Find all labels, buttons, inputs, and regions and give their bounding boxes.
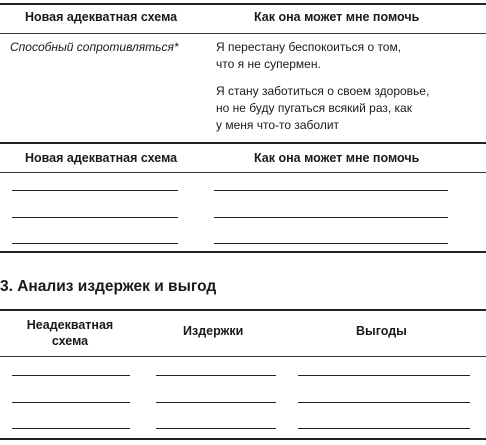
table2-bottom-rule — [0, 251, 486, 253]
table3-row2-col2-blank[interactable] — [156, 402, 276, 403]
table2-row1-left-blank[interactable] — [12, 190, 178, 191]
table1-header-right: Как она может мне помочь — [254, 10, 420, 24]
table3-row3-col1-blank[interactable] — [12, 428, 130, 429]
table3-row1-col1-blank[interactable] — [12, 375, 130, 376]
section3-title: 3. Анализ издержек и выгод — [0, 278, 217, 295]
table1-header-left: Новая адекватная схема — [25, 10, 178, 24]
table2-header-rule — [0, 172, 486, 173]
table1-row2-right-line3: у меня что-то заболит — [216, 118, 340, 132]
table3-row2-col3-blank[interactable] — [298, 402, 470, 403]
table3-header-col2: Издержки — [183, 324, 244, 338]
table2-row2-right-blank[interactable] — [214, 217, 448, 218]
table3-header-col1-line1: Неадекватная — [26, 318, 114, 332]
table3-header-rule — [0, 356, 486, 357]
table1-bottom-rule — [0, 142, 486, 144]
table2-row2-left-blank[interactable] — [12, 217, 178, 218]
table3-row1-col2-blank[interactable] — [156, 375, 276, 376]
table3-row3-col3-blank[interactable] — [298, 428, 470, 429]
table1-row2-right-line1: Я стану заботиться о своем здоровье, — [216, 84, 430, 98]
table2-row3-right-blank[interactable] — [214, 243, 448, 244]
table3-header-col3: Выгоды — [356, 324, 407, 338]
table1-top-rule — [0, 3, 486, 5]
table2-header-left: Новая адекватная схема — [25, 151, 178, 165]
table3-row1-col3-blank[interactable] — [298, 375, 470, 376]
table1-header-rule — [0, 33, 486, 34]
table3-top-rule — [0, 309, 486, 311]
table3-row3-col2-blank[interactable] — [156, 428, 276, 429]
table2-row1-right-blank[interactable] — [214, 190, 448, 191]
table2-header-right: Как она может мне помочь — [254, 151, 420, 165]
table1-row1-right-line2: что я не супермен. — [216, 57, 321, 71]
table3-bottom-rule — [0, 438, 486, 440]
table2-row3-left-blank[interactable] — [12, 243, 178, 244]
table3-header-col1-line2: схема — [51, 334, 89, 348]
table1-row1-left: Способный сопротивляться* — [10, 40, 179, 54]
table3-row2-col1-blank[interactable] — [12, 402, 130, 403]
table1-row1-right-line1: Я перестану беспокоиться о том, — [216, 40, 402, 54]
table1-row2-right-line2: но не буду пугаться всякий раз, как — [216, 101, 412, 115]
